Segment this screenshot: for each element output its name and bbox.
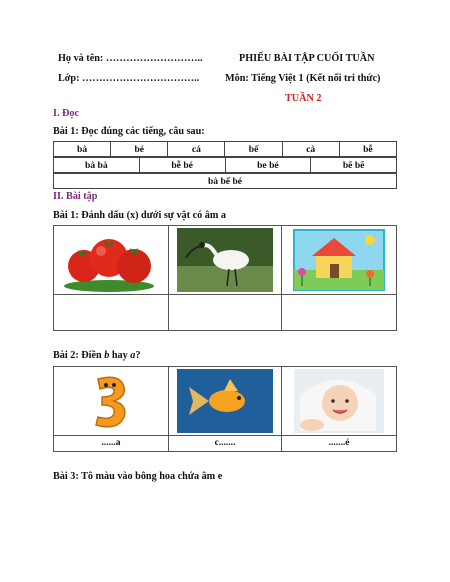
phrase-cell: be bé	[225, 158, 311, 173]
exercise-2-prefix: Bài 2: Điền	[53, 350, 105, 361]
word-cell: cà	[282, 142, 339, 157]
phrase-cell: bà bà	[54, 158, 140, 173]
image-cell-tomatoes	[53, 225, 169, 295]
reading-table-row2	[53, 157, 397, 173]
exercise-2-mid: hay	[109, 350, 131, 361]
blank-goldfish: c.......	[214, 438, 236, 448]
number-three-icon	[54, 367, 168, 435]
word-cell: bà	[54, 142, 111, 157]
exercise-2-letter-b: b	[104, 350, 110, 361]
section-exercise-heading: II. Bài tập	[53, 191, 98, 202]
baby-icon	[282, 367, 396, 435]
blank-cell-baby[interactable]	[281, 435, 397, 452]
phrase-cell: bẽ bẽ	[311, 158, 397, 173]
exercise-2-letter-a: a	[130, 350, 136, 361]
image-cell-house	[281, 225, 397, 295]
word-cell: cá	[168, 142, 225, 157]
sentence-cell: bà bế bé	[54, 174, 397, 189]
reading-row	[54, 158, 397, 173]
white-bird-icon	[169, 226, 281, 294]
worksheet-title: PHIẾU BÀI TẬP CUỐI TUẦN	[239, 53, 375, 64]
name-label: Họ và tên: ………………………..	[58, 53, 203, 64]
house-drawing-icon	[282, 226, 396, 294]
exercise-1-title: Bài 1: Đánh dấu (x) dưới sự vật có âm a	[53, 210, 226, 221]
blank-three: ......a	[101, 438, 121, 448]
section-reading-heading: I. Đọc	[53, 108, 80, 119]
word-cell: bễ	[339, 142, 396, 157]
reading-table-row3	[53, 173, 397, 189]
class-label: Lớp: ……………………………..	[58, 73, 200, 84]
goldfish-icon	[169, 367, 281, 435]
exercise-3-title: Bài 3: Tô màu vào bông hoa chứa âm e	[53, 471, 223, 482]
image-cell-goldfish	[168, 366, 282, 436]
word-cell: bế	[225, 142, 282, 157]
word-cell: bé	[111, 142, 168, 157]
image-cell-bird	[168, 225, 282, 295]
blank-cell-three[interactable]	[53, 435, 169, 452]
blank-cell-goldfish[interactable]	[168, 435, 282, 452]
blank-baby: .......é	[328, 438, 350, 448]
reading-exercise-1: Bài 1: Đọc đúng các tiếng, câu sau:	[53, 126, 205, 137]
answer-box-bird[interactable]	[168, 294, 282, 331]
tomatoes-icon	[54, 226, 168, 294]
reading-row	[54, 142, 397, 157]
exercise-2-title	[53, 350, 140, 361]
image-cell-baby	[281, 366, 397, 436]
phrase-cell: bễ bé	[139, 158, 225, 173]
answer-box-house[interactable]	[281, 294, 397, 331]
week-label: TUẦN 2	[285, 93, 322, 104]
image-cell-three	[53, 366, 169, 436]
answer-box-tomatoes[interactable]	[53, 294, 169, 331]
exercise-2-suffix: ?	[135, 350, 141, 361]
subject-label: Môn: Tiếng Việt 1 (Kết nối tri thức)	[225, 73, 381, 84]
reading-table	[53, 141, 397, 157]
reading-row	[54, 174, 397, 189]
